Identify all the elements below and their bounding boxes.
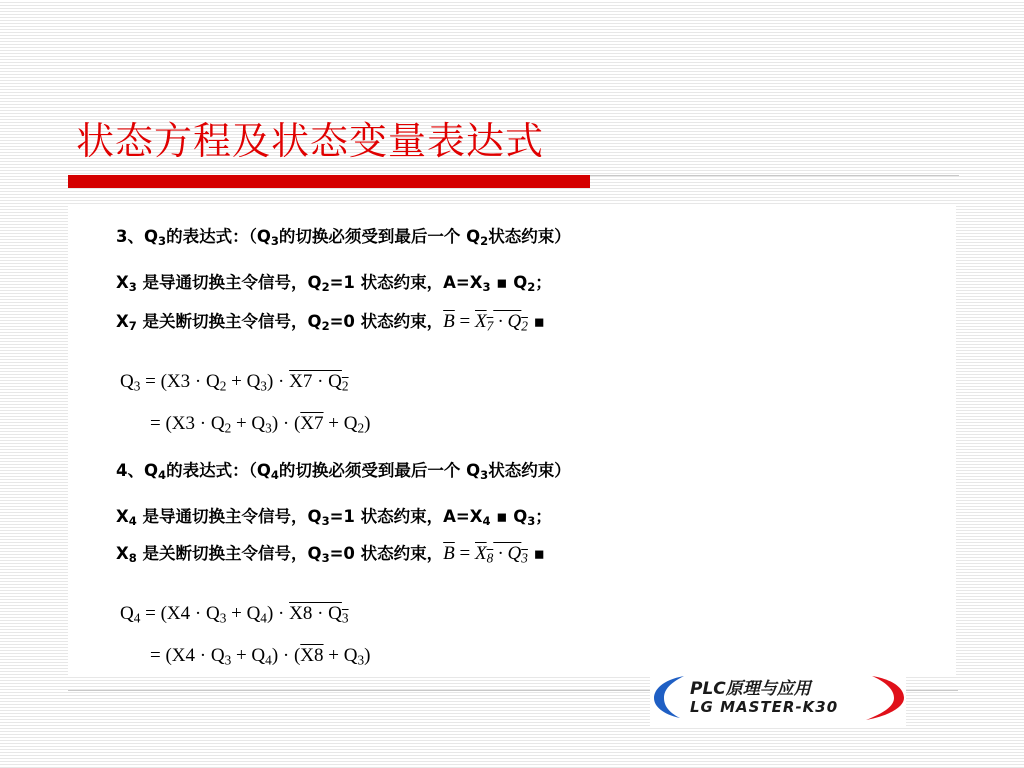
subscript: 2: [321, 279, 330, 294]
line-text: X: [116, 273, 129, 292]
line-text: =0 状态约束，: [329, 312, 444, 331]
line-text: 是关断切换主令信号，Q: [136, 544, 322, 563]
subscript: 2: [219, 378, 227, 394]
subscript: 3: [133, 378, 141, 394]
heading-text: 的表达式：（Q: [166, 461, 271, 480]
subscript: 3: [341, 610, 349, 626]
subscript: 3: [158, 233, 167, 248]
subscript: 2: [527, 279, 536, 294]
formula-text: = (X4 · Q: [150, 645, 225, 666]
subscript: 2: [480, 233, 489, 248]
subscript: 2: [224, 420, 232, 436]
formula-overline-term: [289, 603, 348, 624]
subscript: 4: [158, 467, 167, 482]
formula-var: X: [475, 311, 487, 332]
line-text: 是导通切换主令信号，Q: [136, 273, 322, 292]
formula-text: ) ·: [266, 371, 290, 392]
subscript: 3: [480, 467, 489, 482]
line-text: =0 状态约束，: [329, 544, 444, 563]
formula-text: + Q: [231, 413, 266, 434]
title-underline-rule: [590, 175, 959, 176]
section-3-heading: [116, 226, 571, 248]
formula-text: X7 · Q: [289, 371, 342, 392]
formula-text: = (X4 · Q: [140, 603, 220, 624]
subscript: 3: [527, 513, 536, 528]
formula-text: + Q: [226, 603, 261, 624]
formula-text: ) ·: [266, 603, 290, 624]
subscript: 3: [224, 652, 232, 668]
subscript: 2: [357, 420, 365, 436]
formula-overline-term: [475, 543, 528, 564]
subscript: 8: [128, 550, 137, 565]
formula-op: =: [454, 311, 475, 332]
formula-overline-term: [475, 311, 528, 332]
subscript: 4: [128, 513, 137, 528]
section-4-heading: [116, 460, 571, 482]
subscript: 3: [521, 550, 528, 566]
line-text: ▪: [527, 312, 545, 331]
heading-text: Q: [143, 227, 159, 246]
heading-text: 状态约束）: [488, 227, 571, 246]
subscript: 3: [321, 513, 330, 528]
subscript: 2: [521, 318, 528, 334]
formula-overline-term: [289, 371, 348, 392]
logo-title: PLC原理与应用: [690, 679, 811, 699]
formula-var: Q: [120, 371, 134, 392]
section-4-off-signal-line: [116, 542, 545, 566]
subscript: 4: [270, 467, 279, 482]
title-underline-bar: [68, 175, 590, 188]
subscript: 3: [219, 610, 227, 626]
line-text: ▪ Q: [490, 507, 528, 526]
heading-text: 的切换必须受到最后一个 Q: [278, 227, 481, 246]
formula-text: = (X3 · Q: [140, 371, 220, 392]
heading-text: 3、: [116, 227, 144, 246]
formula-text: + Q: [226, 371, 261, 392]
formula-overline-term: X8: [300, 645, 324, 666]
subscript: 2: [321, 318, 330, 333]
subscript: 3: [482, 279, 491, 294]
subscript: 3: [321, 550, 330, 565]
subscript: 3: [265, 420, 272, 436]
line-text: ▪: [527, 544, 545, 563]
subscript: 3: [270, 233, 279, 248]
subscript: 4: [265, 652, 272, 668]
formula-text: ): [364, 645, 371, 666]
heading-text: 的切换必须受到最后一个 Q: [278, 461, 481, 480]
line-text: X: [116, 544, 129, 563]
heading-text: 4、: [116, 461, 144, 480]
line-text: =1 状态约束，A=X: [329, 507, 483, 526]
line-text: 是关断切换主令信号，Q: [136, 312, 322, 331]
subscript: 8: [486, 550, 494, 566]
subscript: 3: [357, 652, 365, 668]
content-panel: [68, 206, 956, 676]
formula-var: $\overline{B}$: [443, 543, 455, 564]
subscript: 3: [260, 378, 267, 394]
formula-op: ·: [493, 311, 508, 332]
line-text: ；: [535, 273, 552, 292]
line-text: X: [116, 507, 129, 526]
line-text: X: [116, 312, 129, 331]
formula-var: Q: [507, 311, 522, 332]
subscript: 4: [133, 610, 141, 626]
subscript: 2: [341, 378, 349, 394]
formula-var: X: [475, 543, 487, 564]
formula-text: ) · (: [271, 645, 301, 666]
formula-text: + Q: [323, 645, 358, 666]
section-4-equation-1: [120, 602, 349, 626]
formula-op: ·: [493, 543, 508, 564]
formula-text: ) · (: [271, 413, 301, 434]
subscript: 7: [128, 318, 137, 333]
logo-subtitle: LG MASTER-K30: [690, 698, 839, 716]
line-text: ▪ Q: [490, 273, 528, 292]
section-3-equation-1: [120, 370, 349, 394]
slide-title: 状态方程及状态变量表达式: [76, 119, 545, 163]
subscript: 3: [128, 279, 137, 294]
line-text: ；: [535, 507, 552, 526]
formula-overline-term: X7: [300, 413, 324, 434]
section-3-equation-2: [150, 412, 370, 436]
formula-text: ): [364, 413, 371, 434]
heading-text: 的表达式：（Q: [166, 227, 271, 246]
formula-text: + Q: [231, 645, 266, 666]
subscript: 4: [482, 513, 491, 528]
section-4-on-signal-line: [116, 506, 552, 528]
line-text: 是导通切换主令信号，Q: [136, 507, 322, 526]
heading-text: Q: [143, 461, 159, 480]
formula-var: Q: [120, 603, 134, 624]
section-3-off-signal-line: [116, 310, 545, 334]
course-logo: [650, 668, 906, 728]
subscript: 7: [486, 318, 494, 334]
formula-op: =: [454, 543, 475, 564]
section-4-equation-2: [150, 644, 370, 668]
section-3-on-signal-line: [116, 272, 552, 294]
formula-text: = (X3 · Q: [150, 413, 225, 434]
formula-var: Q: [507, 543, 522, 564]
heading-text: 状态约束）: [488, 461, 571, 480]
line-text: =1 状态约束，A=X: [329, 273, 483, 292]
formula-text: + Q: [323, 413, 358, 434]
formula-text: X8 · Q: [289, 603, 342, 624]
subscript: 4: [260, 610, 267, 626]
formula-var: $\overline{B}$: [443, 311, 455, 332]
